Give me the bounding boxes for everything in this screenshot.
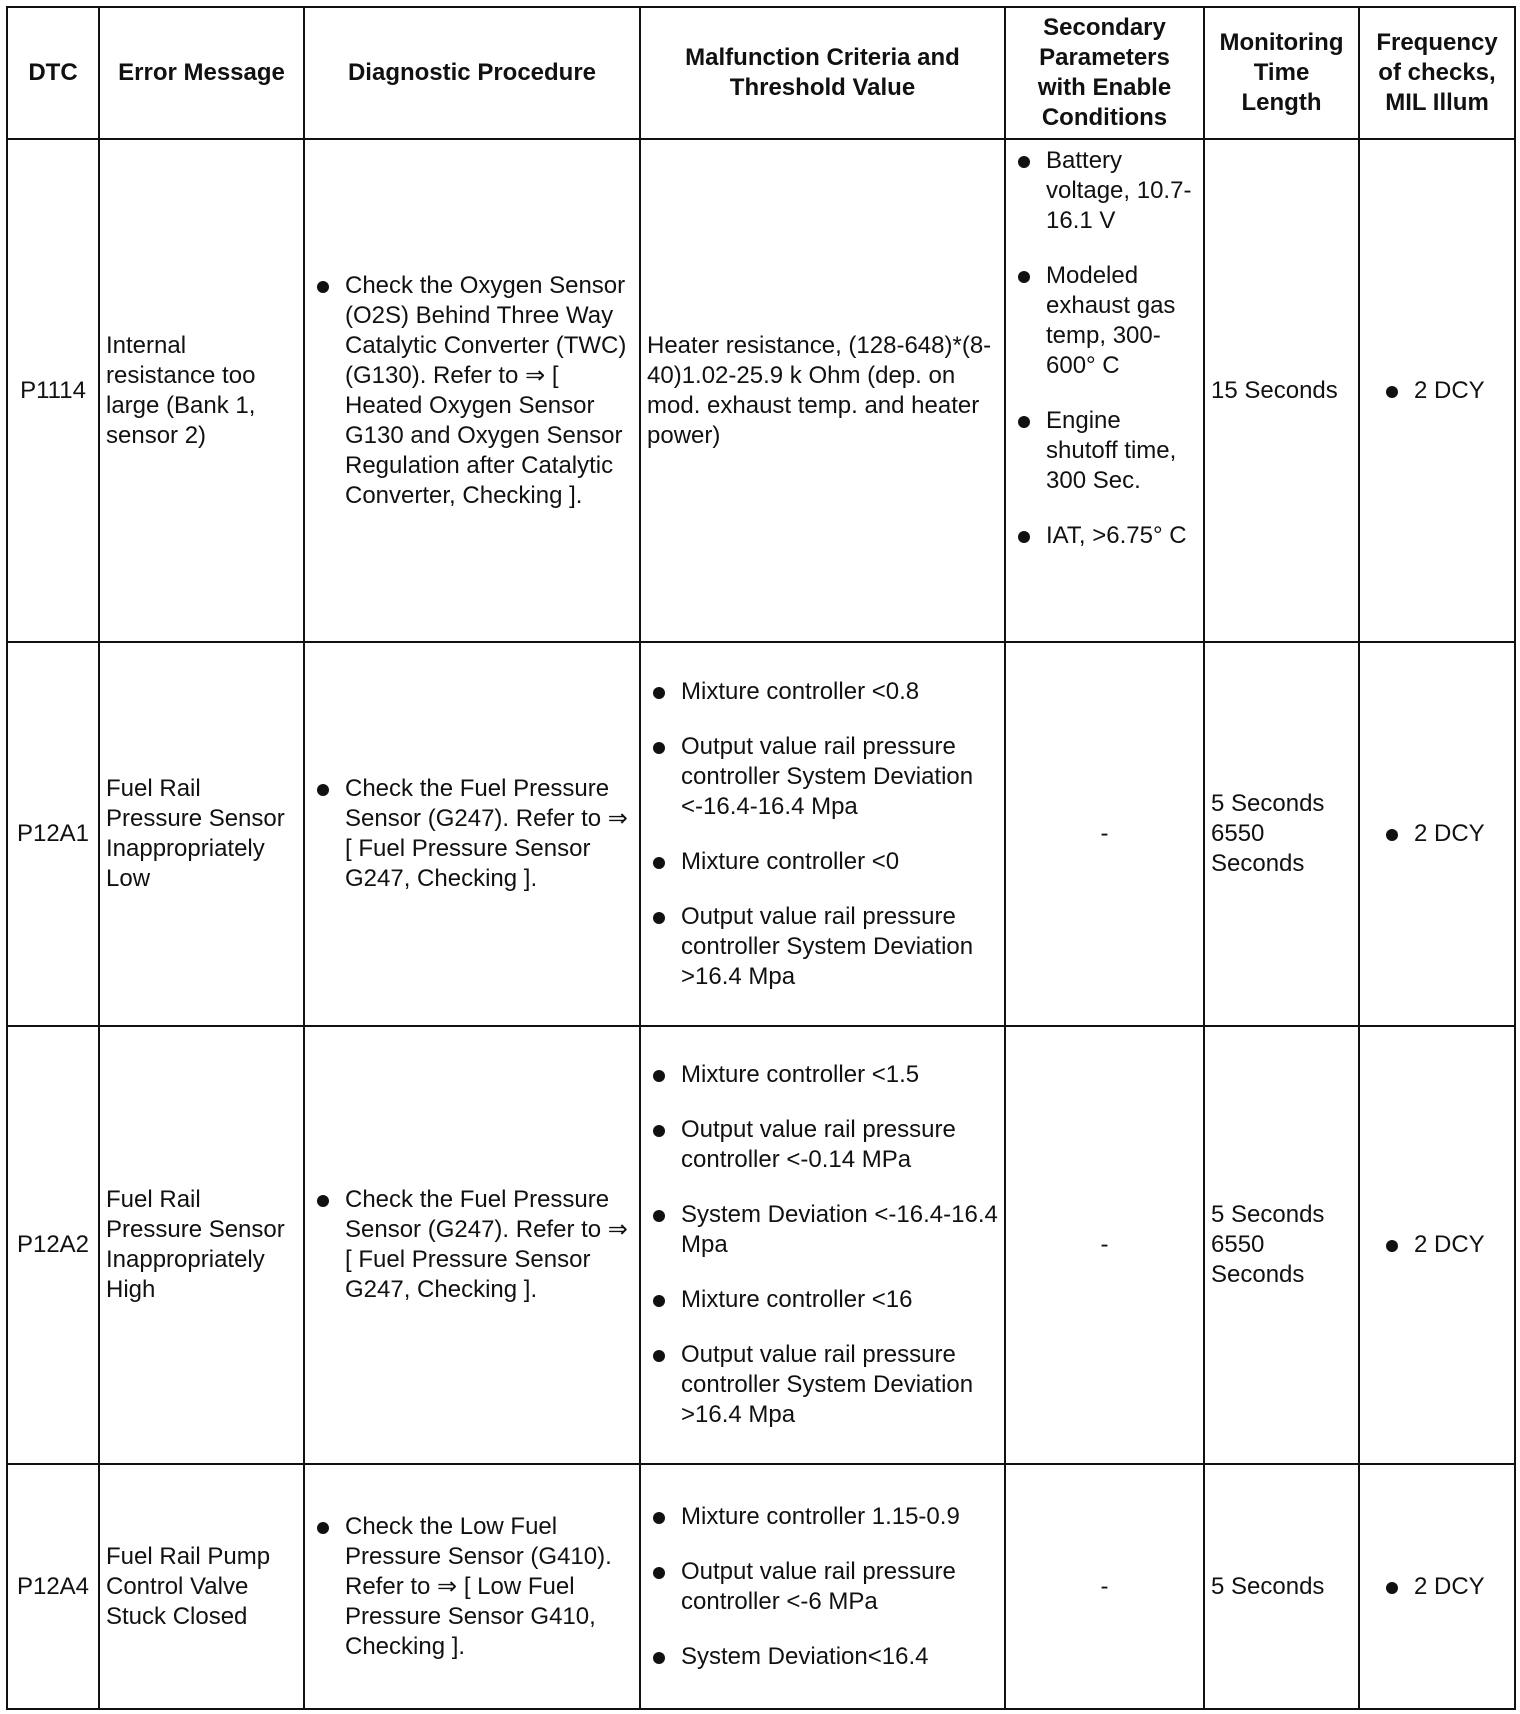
- table-row: [7, 1026, 1515, 1464]
- bullet-icon: [653, 1350, 665, 1362]
- criteria-item: System Deviation <-16.4-16.4 Mpa: [681, 1201, 998, 1258]
- error-message: Fuel Rail Pressure Sensor Inappropriately High: [99, 1026, 304, 1464]
- diagnostic-procedure: [304, 1026, 640, 1464]
- malfunction-criteria: [640, 1464, 1005, 1709]
- monitoring-time: 15 Seconds: [1204, 139, 1359, 642]
- secondary-parameters: -: [1005, 642, 1204, 1026]
- header-monitoring-time: Monitoring Time Length: [1204, 7, 1359, 139]
- header-frequency: Frequency of checks, MIL Illum: [1359, 7, 1515, 139]
- header-diagnostic-procedure: Diagnostic Procedure: [304, 7, 640, 139]
- list-item: [647, 1502, 998, 1532]
- malfunction-criteria: Heater resistance, (128-648)*(8-40)1.02-25.9 k Ohm (dep. on mod. exhaust temp. and heater power): [640, 139, 1005, 642]
- list-item: [647, 1340, 998, 1430]
- list-item: [311, 1185, 633, 1305]
- diagnostic-procedure: [304, 1464, 640, 1709]
- list-item: [647, 732, 998, 822]
- bullet-icon: [653, 742, 665, 754]
- procedure-text: Check the Low Fuel Pressure Sensor (G410). Refer to ⇒ [ Low Fuel Pressure Sensor G410, Checking ].: [345, 1512, 612, 1660]
- bullet-icon: [653, 687, 665, 699]
- criteria-item: Mixture controller <16: [681, 1286, 913, 1313]
- dtc-code: P12A2: [7, 1026, 99, 1464]
- bullet-icon: [317, 1195, 329, 1207]
- error-message: Internal resistance too large (Bank 1, sensor 2): [99, 139, 304, 642]
- bullet-icon: [653, 1652, 665, 1664]
- bullet-icon: [1386, 386, 1398, 398]
- list-item: [1012, 261, 1197, 381]
- monitoring-time: 5 Seconds: [1204, 1464, 1359, 1709]
- bullet-icon: [653, 912, 665, 924]
- bullet-icon: [653, 1567, 665, 1579]
- list-item: [647, 1115, 998, 1175]
- frequency-value: 2 DCY: [1414, 820, 1485, 847]
- error-message: Fuel Rail Pressure Sensor Inappropriately Low: [99, 642, 304, 1026]
- list-item: [311, 1512, 633, 1662]
- list-item: [647, 847, 998, 877]
- dtc-table: [6, 6, 1516, 1710]
- bullet-icon: [1386, 1582, 1398, 1594]
- table-row: [7, 642, 1515, 1026]
- frequency: [1359, 1026, 1515, 1464]
- secondary-parameters: [1005, 139, 1204, 642]
- frequency-value: 2 DCY: [1414, 1231, 1485, 1258]
- table-row: [7, 139, 1515, 642]
- frequency-value: 2 DCY: [1414, 1572, 1485, 1600]
- bullet-icon: [317, 1522, 329, 1534]
- criteria-item: Mixture controller <0.8: [681, 677, 920, 705]
- bullet-icon: [1018, 531, 1030, 543]
- procedure-text: Check the Fuel Pressure Sensor (G247). Refer to ⇒ [ Fuel Pressure Sensor G247, Checking ].: [345, 775, 628, 892]
- frequency-value: 2 DCY: [1414, 376, 1485, 404]
- bullet-icon: [653, 1070, 665, 1082]
- frequency: [1359, 139, 1515, 642]
- list-item: [311, 774, 633, 894]
- monitoring-time: 5 Seconds 6550 Seconds: [1204, 1026, 1359, 1464]
- secondary-param: Battery voltage, 10.7-16.1 V: [1046, 147, 1192, 234]
- bullet-icon: [1386, 829, 1398, 841]
- secondary-parameters: -: [1005, 1026, 1204, 1464]
- criteria-item: Output value rail pressure controller System Deviation >16.4 Mpa: [681, 902, 974, 990]
- bullet-icon: [653, 1295, 665, 1307]
- bullet-icon: [653, 1210, 665, 1222]
- monitoring-time: 5 Seconds 6550 Seconds: [1204, 642, 1359, 1026]
- bullet-icon: [1018, 271, 1030, 283]
- header-dtc: DTC: [7, 7, 99, 139]
- list-item: [1380, 819, 1508, 849]
- bullet-icon: [653, 1512, 665, 1524]
- secondary-param: IAT, >6.75° C: [1046, 522, 1187, 549]
- procedure-text: Check the Oxygen Sensor (O2S) Behind Three Way Catalytic Converter (TWC) (G130). Refer to ⇒ [ Heated Oxygen Sensor G130 and Oxygen Sensor Regulation after Catalytic Converter, Checking ].: [345, 271, 627, 509]
- criteria-item: System Deviation<16.4: [681, 1642, 929, 1670]
- list-item: [647, 1642, 998, 1672]
- bullet-icon: [1018, 416, 1030, 428]
- criteria-item: Output value rail pressure controller System Deviation <-16.4-16.4 Mpa: [681, 732, 974, 820]
- frequency: [1359, 642, 1515, 1026]
- criteria-item: Output value rail pressure controller <-6 MPa: [681, 1557, 956, 1615]
- diagnostic-procedure: [304, 642, 640, 1026]
- bullet-icon: [317, 281, 329, 293]
- criteria-item: Output value rail pressure controller <-0.14 MPa: [681, 1116, 956, 1173]
- malfunction-criteria: [640, 1026, 1005, 1464]
- list-item: [1012, 406, 1197, 496]
- bullet-icon: [1386, 1240, 1398, 1252]
- list-item: [311, 271, 633, 511]
- secondary-param: Engine shutoff time, 300 Sec.: [1046, 407, 1177, 494]
- list-item: [1380, 1230, 1508, 1260]
- list-item: [647, 677, 998, 707]
- list-item: [1012, 146, 1197, 236]
- list-item: [647, 1285, 998, 1315]
- header-row: [7, 7, 1515, 139]
- bullet-icon: [653, 1125, 665, 1137]
- dtc-code: P12A1: [7, 642, 99, 1026]
- error-message: Fuel Rail Pump Control Valve Stuck Closed: [99, 1464, 304, 1709]
- criteria-item: Mixture controller <0: [681, 847, 900, 875]
- secondary-parameters: -: [1005, 1464, 1204, 1709]
- list-item: [647, 1060, 998, 1090]
- list-item: [647, 1557, 998, 1617]
- dtc-code: P1114: [7, 139, 99, 642]
- list-item: [1380, 376, 1508, 406]
- list-item: [647, 902, 998, 992]
- procedure-text: Check the Fuel Pressure Sensor (G247). Refer to ⇒ [ Fuel Pressure Sensor G247, Checking ].: [345, 1186, 628, 1303]
- malfunction-criteria: [640, 642, 1005, 1026]
- header-malfunction-criteria: Malfunction Criteria and Threshold Value: [640, 7, 1005, 139]
- secondary-param: Modeled exhaust gas temp, 300-600° C: [1046, 262, 1176, 379]
- dtc-code: P12A4: [7, 1464, 99, 1709]
- bullet-icon: [317, 784, 329, 796]
- criteria-item: Output value rail pressure controller System Deviation >16.4 Mpa: [681, 1341, 974, 1428]
- criteria-item: Mixture controller 1.15-0.9: [681, 1502, 960, 1530]
- list-item: [647, 1200, 998, 1260]
- bullet-icon: [653, 857, 665, 869]
- table-row: [7, 1464, 1515, 1709]
- diagnostic-procedure: [304, 139, 640, 642]
- bullet-icon: [1018, 156, 1030, 168]
- criteria-item: Mixture controller <1.5: [681, 1061, 920, 1088]
- header-error-message: Error Message: [99, 7, 304, 139]
- list-item: [1380, 1572, 1508, 1602]
- frequency: [1359, 1464, 1515, 1709]
- list-item: [1012, 521, 1197, 551]
- header-secondary-parameters: Secondary Parameters with Enable Conditions: [1005, 7, 1204, 139]
